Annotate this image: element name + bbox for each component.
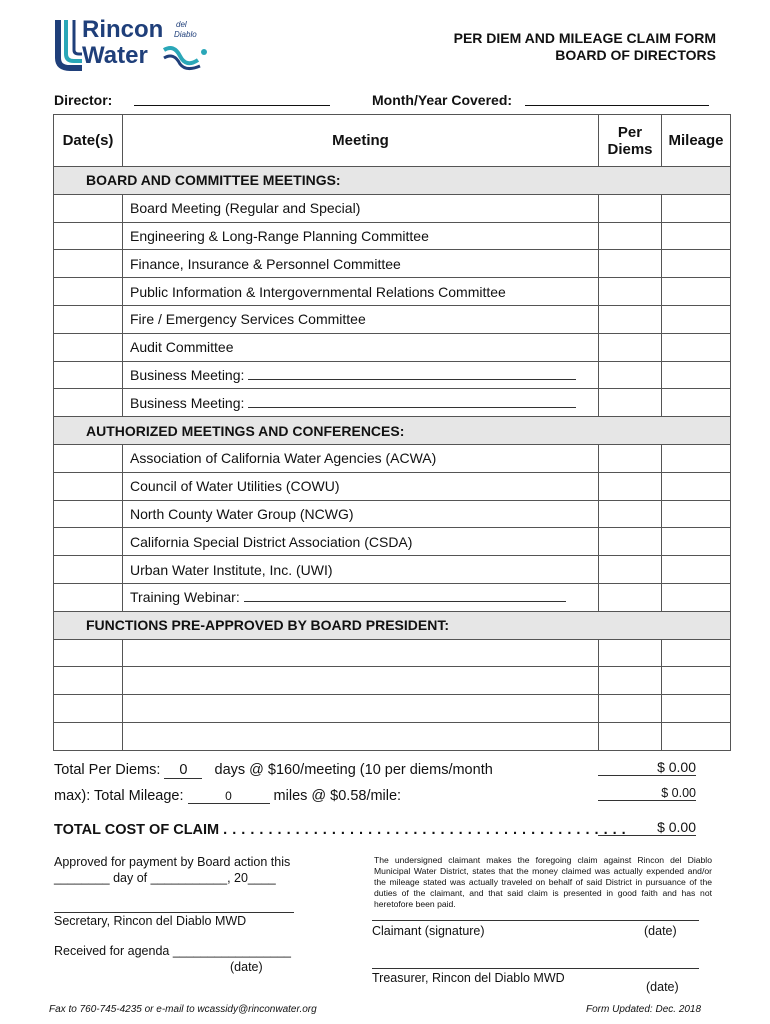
- table-row: [54, 361, 731, 389]
- mileage-cell[interactable]: [662, 194, 731, 222]
- logo-word-rincon: Rincon: [82, 16, 164, 43]
- director-label: Director:: [54, 92, 113, 108]
- meeting-cell: Council of Water Utilities (COWU): [123, 472, 599, 500]
- table-row: [54, 444, 731, 472]
- mileage-cell[interactable]: [662, 278, 731, 306]
- form-title-line1: PER DIEM AND MILEAGE CLAIM FORM: [453, 30, 716, 46]
- meeting-cell[interactable]: [123, 695, 599, 723]
- table-row: [54, 695, 731, 723]
- table-header-row: [54, 115, 731, 167]
- per-diem-cell[interactable]: [599, 278, 662, 306]
- mileage-cell[interactable]: [662, 500, 731, 528]
- mileage-cell[interactable]: [662, 472, 731, 500]
- date-cell[interactable]: [54, 667, 123, 695]
- footer-contact: Fax to 760-745-4235 or e-mail to wcassidy@rinconwater.org: [49, 1004, 317, 1015]
- table-row: [54, 250, 731, 278]
- meeting-cell: Audit Committee: [123, 333, 599, 361]
- logo-word-diablo: Diablo: [174, 30, 197, 39]
- col-dates-header: Date(s): [54, 115, 123, 167]
- date-cell[interactable]: [54, 194, 123, 222]
- date-cell[interactable]: [54, 444, 123, 472]
- meeting-cell[interactable]: [123, 722, 599, 750]
- date-cell[interactable]: [54, 305, 123, 333]
- meeting-cell: Association of California Water Agencies (ACWA): [123, 444, 599, 472]
- table-row: [54, 389, 731, 417]
- mileage-miles-field[interactable]: 0: [188, 789, 270, 804]
- per-diem-cell[interactable]: [599, 333, 662, 361]
- per-diem-cell[interactable]: [599, 583, 662, 611]
- mileage-cell[interactable]: [662, 305, 731, 333]
- col-meeting-header: Meeting: [123, 115, 599, 167]
- total-mileage-label: max): Total Mileage:: [54, 788, 184, 804]
- mileage-cell[interactable]: [662, 333, 731, 361]
- table-row: [54, 639, 731, 667]
- mileage-rate-text: miles @ $0.58/mile:: [273, 788, 402, 804]
- meeting-cell: California Special District Association (CSDA): [123, 528, 599, 556]
- per-diems-amount: $ 0.00: [598, 759, 696, 776]
- date-cell[interactable]: [54, 472, 123, 500]
- mileage-cell[interactable]: [662, 528, 731, 556]
- meeting-cell: [123, 389, 599, 417]
- approval-line1: Approved for payment by Board action this: [54, 855, 291, 869]
- table-row: [54, 667, 731, 695]
- mileage-cell[interactable]: [662, 361, 731, 389]
- meeting-cell[interactable]: [123, 639, 599, 667]
- approval-line2[interactable]: ________ day of ___________, 20____: [54, 871, 276, 885]
- mileage-cell[interactable]: [662, 444, 731, 472]
- per-diem-cell[interactable]: [599, 639, 662, 667]
- per-diem-cell[interactable]: [599, 250, 662, 278]
- claimant-signature-label: Claimant (signature): [372, 924, 485, 938]
- table-row: [54, 305, 731, 333]
- rincon-water-logo: [52, 14, 212, 72]
- section-pre-approved: [54, 611, 731, 639]
- per-diem-cell[interactable]: [599, 389, 662, 417]
- total-cost-amount: $ 0.00: [598, 819, 696, 836]
- received-for-agenda[interactable]: Received for agenda _________________: [54, 944, 292, 958]
- training-webinar-label: Training Webinar:: [130, 589, 240, 606]
- date-cell[interactable]: [54, 333, 123, 361]
- col-per-diems-header: [599, 115, 662, 167]
- date-cell[interactable]: [54, 278, 123, 306]
- per-diems-header-line2: Diems: [607, 140, 653, 158]
- training-webinar-field[interactable]: [244, 590, 566, 602]
- mileage-amount: $ 0.00: [598, 786, 696, 801]
- per-diem-cell[interactable]: [599, 667, 662, 695]
- date-cell[interactable]: [54, 500, 123, 528]
- meeting-cell[interactable]: [123, 667, 599, 695]
- per-diem-cell[interactable]: [599, 695, 662, 723]
- date-cell[interactable]: [54, 583, 123, 611]
- date-cell[interactable]: [54, 722, 123, 750]
- logo-word-water: Water: [82, 42, 148, 69]
- table-row: [54, 278, 731, 306]
- mileage-cell[interactable]: [662, 695, 731, 723]
- secretary-signature-line[interactable]: [54, 912, 294, 913]
- per-diem-cell[interactable]: [599, 361, 662, 389]
- per-diem-cell[interactable]: [599, 722, 662, 750]
- section-board-committee-label: BOARD AND COMMITTEE MEETINGS:: [54, 167, 731, 195]
- business-meeting-field[interactable]: [248, 396, 576, 408]
- logo-word-del: del: [176, 20, 187, 29]
- per-diem-cell[interactable]: [599, 222, 662, 250]
- table-row: [54, 583, 731, 611]
- month-year-label: Month/Year Covered:: [372, 92, 513, 108]
- table-row: [54, 556, 731, 584]
- mileage-cell[interactable]: [662, 222, 731, 250]
- mileage-cell[interactable]: [662, 389, 731, 417]
- per-diem-cell[interactable]: [599, 472, 662, 500]
- total-mileage-line: [54, 788, 401, 804]
- mileage-cell[interactable]: [662, 639, 731, 667]
- footer-form-updated: Form Updated: Dec. 2018: [586, 1004, 702, 1015]
- per-diem-cell[interactable]: [599, 528, 662, 556]
- form-title: [454, 30, 716, 64]
- form-title-line2: BOARD OF DIRECTORS: [555, 47, 716, 63]
- section-authorized-meetings-label: AUTHORIZED MEETINGS AND CONFERENCES:: [54, 417, 731, 445]
- treasurer-signature-line[interactable]: [372, 968, 699, 969]
- date-cell[interactable]: [54, 639, 123, 667]
- meeting-cell: North County Water Group (NCWG): [123, 500, 599, 528]
- date-cell[interactable]: [54, 389, 123, 417]
- treasurer-label: Treasurer, Rincon del Diablo MWD: [372, 971, 565, 985]
- table-row: [54, 333, 731, 361]
- business-meeting-field[interactable]: [248, 368, 576, 380]
- business-meeting-label: Business Meeting:: [130, 394, 245, 411]
- date-cell[interactable]: [54, 361, 123, 389]
- per-diem-cell[interactable]: [599, 500, 662, 528]
- table-row: [54, 528, 731, 556]
- section-pre-approved-label: FUNCTIONS PRE-APPROVED BY BOARD PRESIDENT:: [54, 611, 731, 639]
- date-cell[interactable]: [54, 528, 123, 556]
- per-diem-cell[interactable]: [599, 305, 662, 333]
- col-mileage-header: Mileage: [662, 115, 731, 167]
- per-diems-days-field[interactable]: 0: [164, 762, 202, 779]
- mileage-cell[interactable]: [662, 556, 731, 584]
- section-authorized-meetings: [54, 417, 731, 445]
- table-row: [54, 500, 731, 528]
- certification-text: The undersigned claimant makes the foregoing claim against Rincon del Diablo Municipal Water District, states that the money claimed was actually expended and/or the mileage stated was actually traveled on behalf of said District in pursuance of the duties of the claimant, and that said claim is presented in good faith and has not heretofore been paid.: [374, 855, 712, 909]
- business-meeting-label: Business Meeting:: [130, 366, 245, 383]
- per-diem-cell[interactable]: [599, 194, 662, 222]
- per-diems-header-line1: Per: [617, 123, 643, 141]
- received-date-label: (date): [230, 960, 263, 974]
- meeting-cell: Fire / Emergency Services Committee: [123, 305, 599, 333]
- per-diem-cell[interactable]: [599, 556, 662, 584]
- director-field[interactable]: [134, 92, 330, 106]
- claimant-date-label: (date): [644, 924, 677, 938]
- total-cost-line: [54, 822, 626, 838]
- claim-table: [53, 114, 731, 751]
- mileage-cell[interactable]: [662, 722, 731, 750]
- date-cell[interactable]: [54, 695, 123, 723]
- date-cell[interactable]: [54, 250, 123, 278]
- mileage-cell[interactable]: [662, 583, 731, 611]
- meeting-cell: Board Meeting (Regular and Special): [123, 194, 599, 222]
- total-cost-dots: . . . . . . . . . . . . . . . . . . . . . . . . . . . . . . . . . . . . . . . . . . . . .: [223, 822, 627, 838]
- treasurer-date-label: (date): [646, 980, 679, 994]
- table-row: [54, 194, 731, 222]
- section-board-committee: [54, 167, 731, 195]
- table-row: [54, 472, 731, 500]
- date-cell[interactable]: [54, 556, 123, 584]
- total-per-diems-label: Total Per Diems:: [54, 762, 161, 778]
- secretary-label: Secretary, Rincon del Diablo MWD: [54, 914, 247, 928]
- month-year-field[interactable]: [525, 92, 709, 106]
- per-diem-cell[interactable]: [599, 444, 662, 472]
- mileage-cell[interactable]: [662, 250, 731, 278]
- meeting-cell: [123, 361, 599, 389]
- claimant-signature-line[interactable]: [372, 920, 699, 921]
- table-row: [54, 722, 731, 750]
- date-cell[interactable]: [54, 222, 123, 250]
- meeting-cell: Urban Water Institute, Inc. (UWI): [123, 556, 599, 584]
- total-cost-label: TOTAL COST OF CLAIM: [54, 822, 220, 838]
- meeting-cell: Finance, Insurance & Personnel Committee: [123, 250, 599, 278]
- table-row: [54, 222, 731, 250]
- meeting-cell: [123, 583, 599, 611]
- meeting-cell: Engineering & Long-Range Planning Committee: [123, 222, 599, 250]
- per-diems-rate-text: days @ $160/meeting (10 per diems/month: [214, 762, 493, 778]
- total-per-diems-line: [54, 762, 493, 779]
- meeting-cell: Public Information & Intergovernmental Relations Committee: [123, 278, 599, 306]
- mileage-cell[interactable]: [662, 667, 731, 695]
